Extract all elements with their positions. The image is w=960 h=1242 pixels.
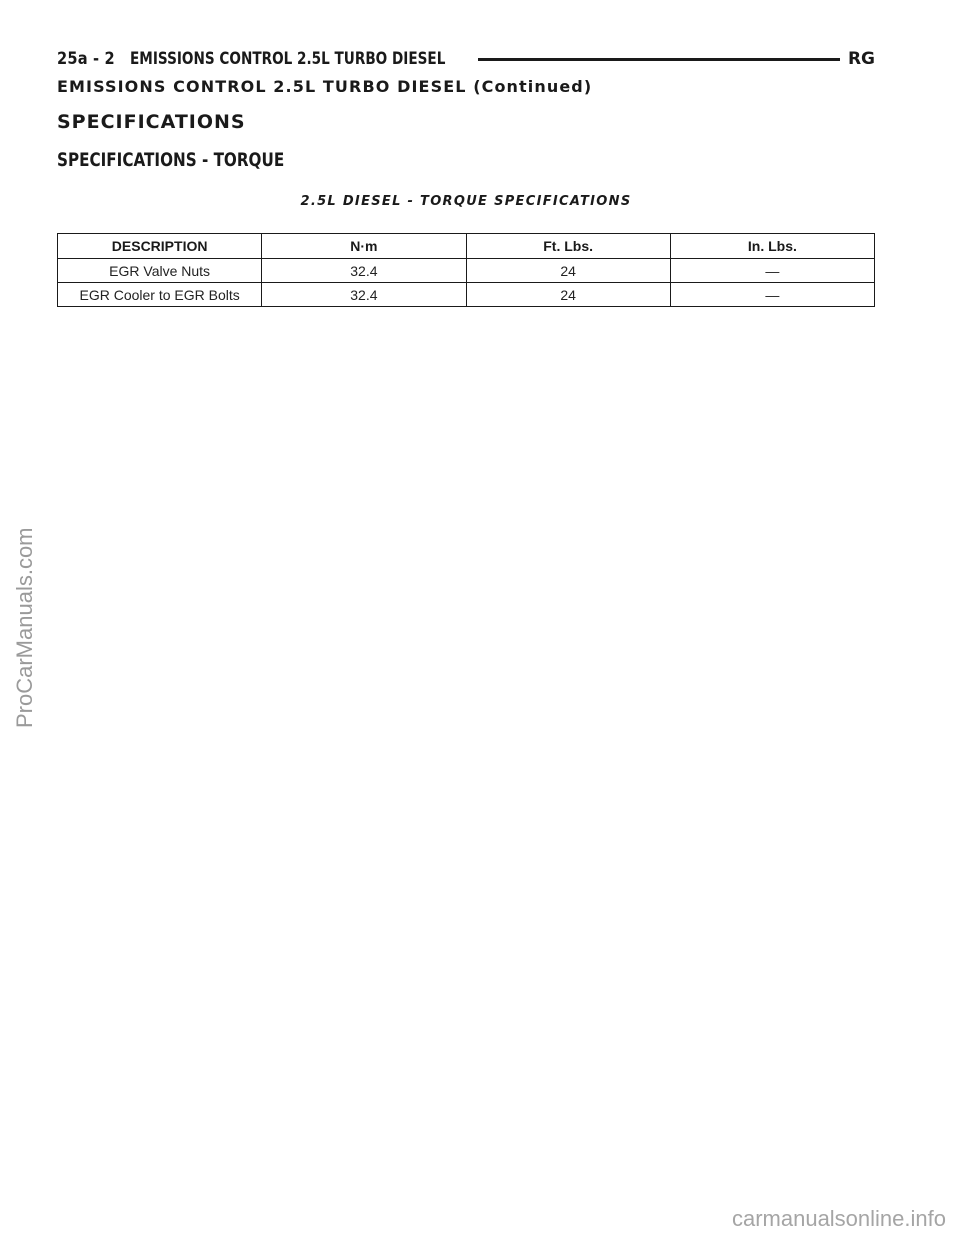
section-title: SPECIFICATIONS [57,111,246,133]
cell-ft-lbs: 24 [466,283,670,307]
header-rule [478,58,839,61]
cell-in-lbs: — [670,283,874,307]
chapter-title: EMISSIONS CONTROL 2.5L TURBO DIESEL [130,49,446,69]
cell-in-lbs: — [670,259,874,283]
continued-heading: EMISSIONS CONTROL 2.5L TURBO DIESEL (Continued) [57,77,593,96]
cell-nm: 32.4 [262,283,466,307]
model-code: RG [847,49,875,69]
cell-nm: 32.4 [262,259,466,283]
table-row [58,283,875,307]
subsection-title: SPECIFICATIONS - TORQUE [57,149,285,171]
column-header-in-lbs: In. Lbs. [670,234,874,259]
cell-description: EGR Cooler to EGR Bolts [58,283,262,307]
table-header-row [58,234,875,259]
column-header-nm: N·m [262,234,466,259]
cell-ft-lbs: 24 [466,259,670,283]
table-row [58,259,875,283]
side-watermark: ProCarManuals.com [12,527,37,728]
page-header [57,46,875,72]
page-number: 25a - 2 [57,49,115,69]
bottom-watermark: carmanualsonline.info [731,1206,946,1231]
column-header-ft-lbs: Ft. Lbs. [466,234,670,259]
torque-spec-table [57,233,875,307]
column-header-description: DESCRIPTION [58,234,262,259]
table-caption: 2.5L DIESEL - TORQUE SPECIFICATIONS [300,194,632,209]
cell-description: EGR Valve Nuts [58,259,262,283]
